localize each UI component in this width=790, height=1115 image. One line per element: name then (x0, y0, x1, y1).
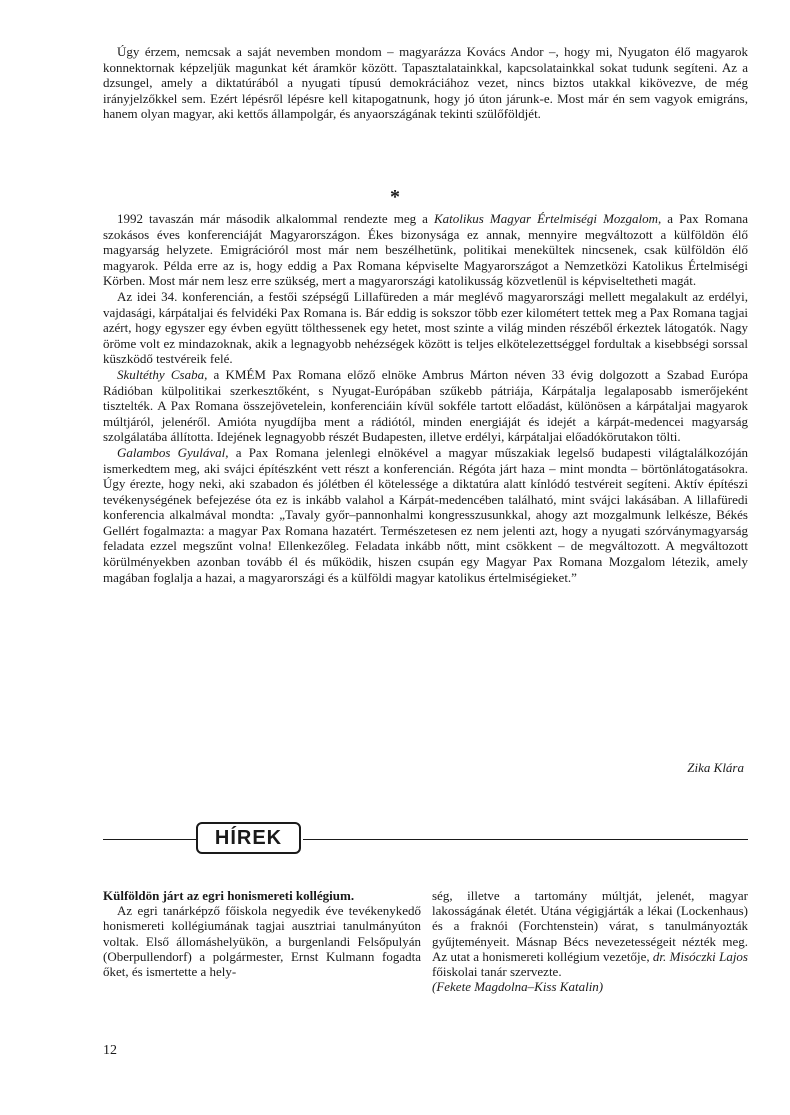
news-item-text-right (432, 888, 748, 979)
p3-text: a KMÉM Pax Romana előző elnöke Ambrus Márton néven 33 évig dolgozott a Szabad Európa Rádióban külpolitikai szerkesztőként, s Nyugat-Európában szűkebb pátriája, Kárpátalja legalaposabb ismerőjeként tisztelték. A Pax Romana összejövetelein, konferenciáin kívül sokféle tartott előadást, különösen a kárpátaljai magyarok múltjáról, jelenéről. Amióta nyugdíjba ment a rádiótól, minden energiáját és idejét a kárpát-medencei magyarság szolgálatába állította. Idejének legnagyobb részét Budapesten, illetve erdélyi, kárpátaljai előadókörutakon tölti. (103, 366, 748, 445)
article-paragraph-3 (103, 367, 748, 445)
news-heading-box (196, 822, 301, 854)
intro-section (103, 44, 748, 122)
p1-text-pre: 1992 tavaszán már második alkalommal rendezte meg a (117, 211, 434, 226)
article-paragraph-4 (103, 445, 748, 585)
news-authors (432, 979, 748, 994)
news-divider-left (103, 839, 196, 840)
news-authors-names: (Fekete Magdolna–Kiss Katalin) (432, 979, 604, 995)
news-heading: HÍREK (214, 826, 283, 849)
section-separator: * (390, 186, 400, 208)
news-divider-right (303, 839, 748, 840)
p1-text-post: , a Pax Romana szokásos éves konferenciáját Magyarországon. Ékes bizonysága ez annak, mennyire megváltozott a külföldön élő magyarság helyzete. Emigrációról most már nem beszélhetünk, politikai menekültek nincsenek, csak külföldön élő magyarok. Példa erre az is, hogy eddig a Pax Romana képviselte Magyarországot a Nemzetközi Katolikus Értelmiségi Körben. Most már nem lesz erre szükség, mert a magyarországi katolikusság közvetlenül is képviseltetheti magát. (103, 211, 748, 289)
movement-name: Katolikus Magyar Értelmiségi Mozgalom (434, 211, 658, 226)
intro-paragraph: Úgy érzem, nemcsak a saját nevemben mondom – magyarázza Kovács Andor –, hogy mi, Nyugaton élő magyarok konnektornak képzeljük magunkat két áramkör között. Tapasztalatainkkal, kapcsolatainkkal sokat tudunk segíteni. Az a dzsungel, amely a diktatúrából a nyugati típusú demokráciához vezet, nincs biztos utakkal kikövezve, de még irányjelzőkkel sem. Ezért lépésről lépésre kell kitapogatnunk, hogy jó úton járunk-e. Most már én sem vagyok emigráns, hanem olyan magyar, aki kettős állampolgár, és anyaországának tekinti szülőföldjét. (103, 44, 748, 122)
article-body (103, 211, 748, 585)
news-column-left (103, 888, 421, 979)
person-name-skultethy: Skultéthy Csaba, (117, 366, 208, 382)
p4-text: a Pax Romana jelenlegi elnökével a magyar műszakiak legelső budapesti világtalálkozóján ismerkedtem meg, aki svájci építészként vett részt a konferencián. Régóta járt haza – mint mondta – börtönlátogatásokra. Úgy érezte, hogy neki, aki szabadon és jólétben él kötelessége a diktatúra alatt kínlódó testvéreit segíteni. Aktív építészi tevékenységének befejezése óta ez is inkább valahol a Kárpát-medencében található, mint svájci lakásában. A lillafüredi konferencia alkalmával mondta: „Tavaly győr–pannonhalmi kongresszusunkkal, ahogy azt mozgalmunk lelkésze, Békés Gellért fogalmazta: a magyar Pax Romana hazatért. Természetesen ez nem jelenti azt, hogy a nyugati szórványmagyarság feladata ezzel megszűnt volna! Ellenkezőleg. Feladata inkább nőtt, mint csökkent – de megváltozott. A megváltozott körülményekben azonban tovább él és működik, hiszen csupán egy Magyar Pax Romana Mozgalom létezik, amely magában foglalja a hazai, a magyarországi és a külföldi magyar katolikus értelmiségieket.” (103, 444, 748, 585)
author-signature: Zika Klára (687, 760, 744, 775)
article-paragraph-2: Az idei 34. konferencián, a festői szépségű Lillafüreden a már meglévő magyarországi mellett megalakult az erdélyi, vajdasági, kárpátaljai és felvidéki Pax Romana is. Bár eddig is sokszor több ezer kilométert tettek meg a Pax Romana tagjai azért, hogy egyszer egy évben együtt tölthessenek egy hetet, most szinte a világ minden részéből érkeztek látogatók. Nagy öröme volt ez mindazoknak, akik a legnagyobb nehézségek között is teljes elkötelezettséggel fordultak a kisebbségi sorssal küszködő testvéreik felé. (103, 288, 748, 367)
news-right-text-post: főiskolai tanár szervezte. (432, 964, 562, 980)
organizer-name: dr. Misóczki Lajos (652, 948, 748, 964)
news-item-title: Külföldön járt az egri honismereti kollégium. (103, 888, 355, 903)
news-right-text: ség, illetve a tartomány múltját, jelenét, magyar lakosságának életét. Utána végigjárták a lékai (Lockenhaus) és a fraknói (Forchtenstein) várat, s tanulmányozták gyűjteményeit. Másnap Bécs nevezetességeit nézték meg. Az utat a honismereti kollégium vezetője, (432, 888, 748, 964)
news-item-text-left: Az egri tanárképző főiskola negyedik éve tevékenykedő honismereti kollégiumának tagjai ausztriai tanulmányúton voltak. Első állomáshelyükön, a burgenlandi Felsőpulyán (Oberpullendorf) a polgármester, Ernst Kulmann fogadta őket, és ismertette a hely- (103, 903, 421, 980)
news-column-right (432, 888, 748, 994)
person-name-galambos: Galambos Gyulával, (117, 444, 229, 460)
page-number: 12 (103, 1043, 117, 1058)
article-paragraph-1 (103, 211, 748, 289)
